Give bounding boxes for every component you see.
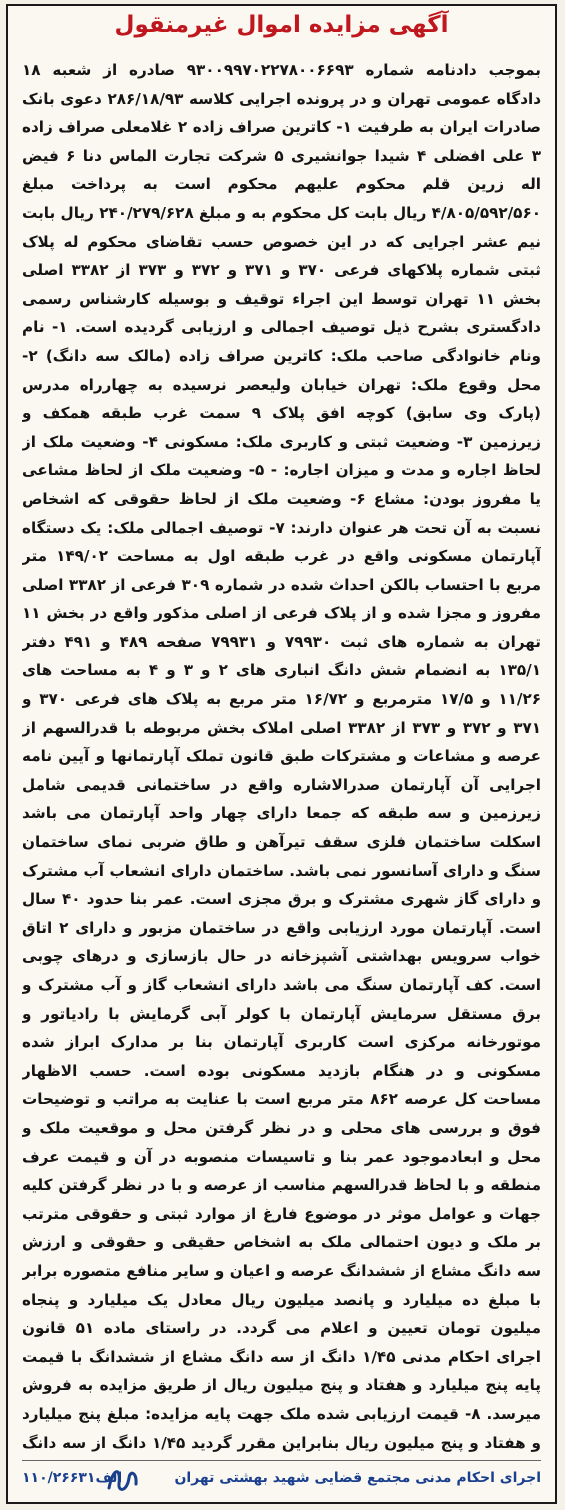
handwritten-mark-icon [103,1458,143,1498]
notice-body: بموجب دادنامه شماره ۹۳۰۰۹۹۷۰۲۲۷۸۰۰۶۶۹۳ صادره از شعبه ۱۸ دادگاه عمومی تهران و در پرونده اجرایی کلاسه ۲۸۶/۱۸/۹۳ دعوی بانک صادرات ایران به طرفیت ۱- کاترین صراف زاده ۲ غلامعلی صراف زاده ۳ علی افضلی ۴ شیدا جوانشیری ۵ شرکت تجارت الماس دنا ۶ فیض اله زرین قلم محکوم علیهم محکوم است به پرداخت مبلغ ۴/۸۰۵/۵۹۲/۵۶۰ ریال بابت کل محکوم به و مبلغ ۲۴۰/۲۷۹/۶۲۸ ریال بابت نیم عشر اجرایی که در این خصوص حسب تقاضای محکوم له پلاک ثبتی شماره پلاکهای فرعی ۳۷۰ و ۳۷۱ و ۳۷۲ و ۳۷۳ از ۳۳۸۲ اصلی بخش ۱۱ تهران توسط این اجراء توقیف و بوسیله کارشناس رسمی دادگستری بشرح ذیل توصیف اجمالی و ارزیابی گردیده است. ۱- نام ونام خانوادگی صاحب ملک: کاترین صراف زاده (مالک سه دانگ) ۲- محل وقوع ملک: تهران خیابان ولیعصر نرسیده به چهارراه مدرس (پارک وی سابق) کوچه افق پلاک ۹ سمت غرب طبقه همکف و زیرزمین ۳- وضعیت ثبتی و کاربری ملک: مسکونی ۴- وضعیت ملک از لحاظ اجاره و مدت و میزان اجاره: - ۵- وضعیت ملک از لحاظ مشاعی یا مفروز بودن: مشاع ۶- وضعیت ملک از لحاظ حقوقی که اشخاص نسبت به آن تحت هر عنوان دارند: ۷- توصیف اجمالی ملک: یک دستگاه آپارتمان مسکونی واقع در غرب طبقه اول به مساحت ۱۴۹/۰۲ متر مربع با احتساب بالکن احداث شده در شماره ۳۰۹ فرعی از ۳۳۸۲ اصلی مفروز و مجزا شده و از پلاک فرعی از اصلی مذکور واقع در بخش ۱۱ تهران به شماره های ثبت ۷۹۹۳۰ و ۷۹۹۳۱ صفحه ۴۸۹ و ۴۹۱ دفتر ۱۳۵/۱ به انضمام شش دانگ انباری های ۲ و ۳ و ۴ به مساحت های ۱۱/۲۶ و ۱۷/۵ مترمربع و ۱۶/۷۲ متر مربع به پلاک های فرعی ۳۷۰ و ۳۷۱ و ۳۷۲ و ۳۷۳ از ۳۳۸۲ اصلی املاک بخش مربوطه با قدرالسهم از عرصه و مشاعات و مشترکات طبق قانون تملک آپارتمانها و آیین نامه اجرایی آن آپارتمان صدرالاشاره واقع در ساختمانی قدیمی شامل زیرزمین و سه طبقه که جمعا دارای چهار واحد آپارتمان می باشد اسکلت ساختمان فلزی سقف تیرآهن و طاق ضربی نمای ساختمان سنگ و دارای آسانسور نمی باشد. ساختمان دارای انشعاب آب مشترک و دارای گاز شهری مشترک و برق مجزی است. عمر بنا حدود ۴۰ سال است. آپارتمان مورد ارزیابی واقع در ساختمان مزبور و دارای ۲ اتاق خواب سرویس بهداشتی آشپزخانه در حال بازسازی و درهای چوبی است. کف آپارتمان سنگ می باشد دارای انشعاب گاز و آب مشترک و برق مستقل سرمایش آپارتمان با کولر آبی گرمایش با رادیاتور و موتورخانه مرکزی است کاربری آپارتمان بنا بر مدارک ابراز شده مسکونی و در هنگام بازدید مسکونی بوده است. حسب الاظهار مساحت کل عرصه ۸۶۲ متر مربع است با عنایت به مراتب و توضیحات فوق و بررسی های محلی و در نظر گرفتن محل و موقعیت ملک و محل و ابعادموجود عمر بنا و تاسیسات منصوبه در آن و قیمت عرف منطقه و با لحاظ قدرالسهم مناسب از عرصه و با در نظر گرفتن کلیه جهات و عوامل موثر در موضوع فارغ از موارد ثبتی و حقوقی مترتب بر ملک و دیون احتمالی ملک به اشخاص حقیقی و حقوقی و ارزش سه دانگ مشاع از ششدانگ عرصه و اعیان و سایر منافع متصوره برابر با مبلغ ده میلیارد و پانصد میلیون ریال معادل یک میلیارد و پنجاه میلیون تومان تعیین و اعلام می گردد. در راستای ماده ۵۱ قانون اجرای احکام مدنی ۱/۴۵ دانگ از سه دانگ مشاع از ششدانگ با قیمت پایه پنج میلیارد و هفتاد و پنج میلیون ریال از طریق مزایده به فروش میرسد. ۸- قیمت ارزیابی شده ملک جهت پایه مزایده: مبلغ پنج میلیارد و هفتاد و پنج میلیون ریال بنابراین مقرر گردید ۱/۴۵ دانگ از سه دانگ [22,61,541,1452]
notice-footer [22,1468,541,1496]
notice-code: ۱۱۰/۲۶۶۳۱الف [22,1470,123,1486]
auction-notice [6,4,557,1504]
notice-title: آگهی مزایده اموال غیرمنقول [114,12,449,38]
issuer-name: اجرای احکام مدنی مجتمع قضایی شهید بهشتی تهران [174,1470,541,1486]
footer-divider [22,1460,541,1461]
